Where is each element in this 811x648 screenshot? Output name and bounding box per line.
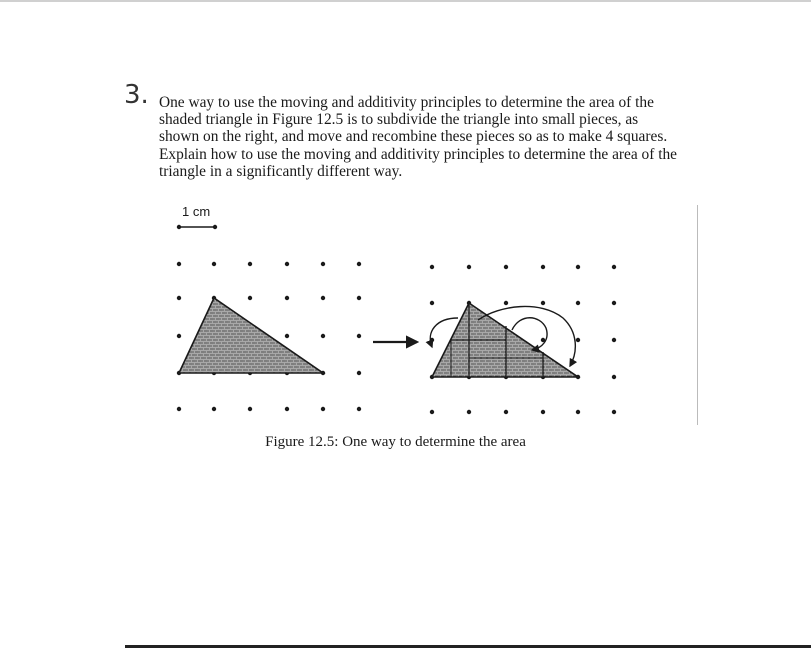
problem-number: 3. [124,80,149,110]
right-margin-mark [697,205,698,425]
scale-bar [177,225,217,229]
scale-label: 1 cm [182,204,211,219]
shaded-triangle [179,298,323,373]
figure-caption-text: Figure 12.5: One way to determine the area [265,434,526,450]
problem-text: One way to use the moving and additivity principles to determine the area of the shaded triangle in Figure 12.5 is to subdivide the triangle into small pieces, as shown on the right, and move and recombine these pieces so as to make 4 squares. Explain how to use the moving and additivity principles to determine the area of the triangle in a significantly different way. [159,94,678,180]
figure-caption [0,434,811,451]
